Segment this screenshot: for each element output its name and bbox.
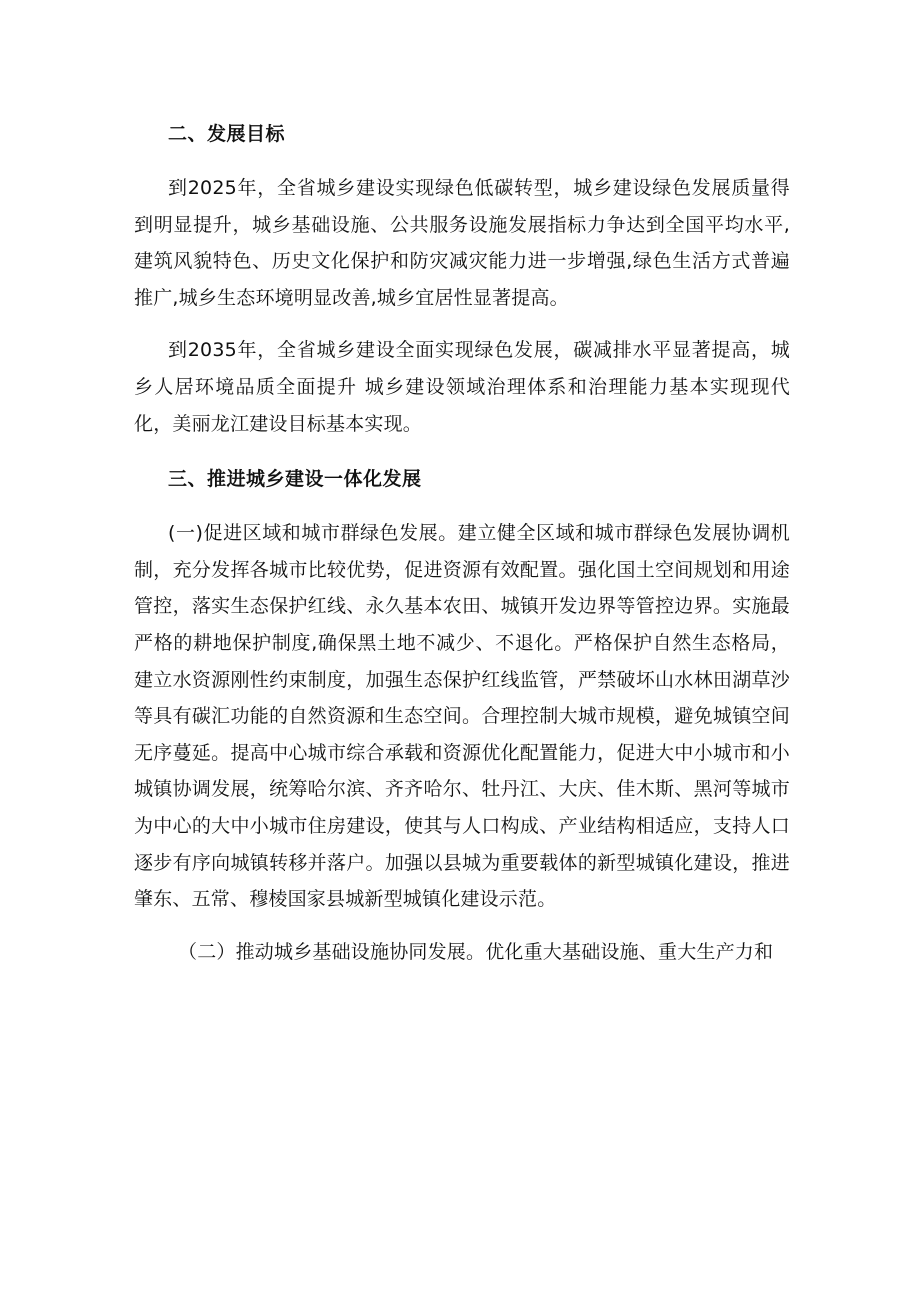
section-heading-development-goals: 二、发展目标: [168, 123, 286, 145]
document-body: [134, 112, 790, 970]
section-heading-urban-rural-integration: 三、推进城乡建设一体化发展: [168, 468, 422, 491]
paragraph-infrastructure-coordination: （二）推动城乡基础设施协同发展。优化重大基础设施、重大生产力和: [178, 940, 774, 963]
paragraph-goals-2025: 到2025年，全省城乡建设实现绿色低碳转型，城乡建设绿色发展质量得到明显提升，城乡基础设施、公共服务设施发展指标力争达到全国平均水平,建筑风貌特色、历史文化保护和防灾减灾能力进一步增强,绿色生活方式普遍推广,城乡生态环境明显改善,城乡宜居性显著提高。: [134, 177, 790, 309]
paragraph-regional-green-development: (一)促进区域和城市群绿色发展。建立健全区域和城市群绿色发展协调机制，充分发挥各城市比较优势，促进资源有效配置。强化国土空间规划和用途管控，落实生态保护红线、永久基本农田、城镇开发边界等管控边界。实施最严格的耕地保护制度,确保黑土地不减少、不退化。严格保护自然生态格局，建立水资源刚性约束制度，加强生态保护红线监管，严禁破坏山水林田湖草沙等具有碳汇功能的自然资源和生态空间。合理控制大城市规模，避免城镇空间无序蔓延。提高中心城市综合承载和资源优化配置能力，促进大中小城市和小城镇协调发展，统筹哈尔滨、齐齐哈尔、牡丹江、大庆、佳木斯、黑河等城市为中心的大中小城市住房建设，使其与人口构成、产业结构相适应，支持人口逐步有序向城镇转移并落户。加强以县城为重要载体的新型城镇化建设，推进肇东、五常、穆棱国家县城新型城镇化建设示范。: [134, 522, 790, 911]
paragraph-goals-2035: 到2035年，全省城乡建设全面实现绿色发展，碳减排水平显著提高，城乡人居环境品质全面提升 城乡建设领域治理体系和治理能力基本实现现代化，美丽龙江建设目标基本实现。: [134, 339, 790, 435]
